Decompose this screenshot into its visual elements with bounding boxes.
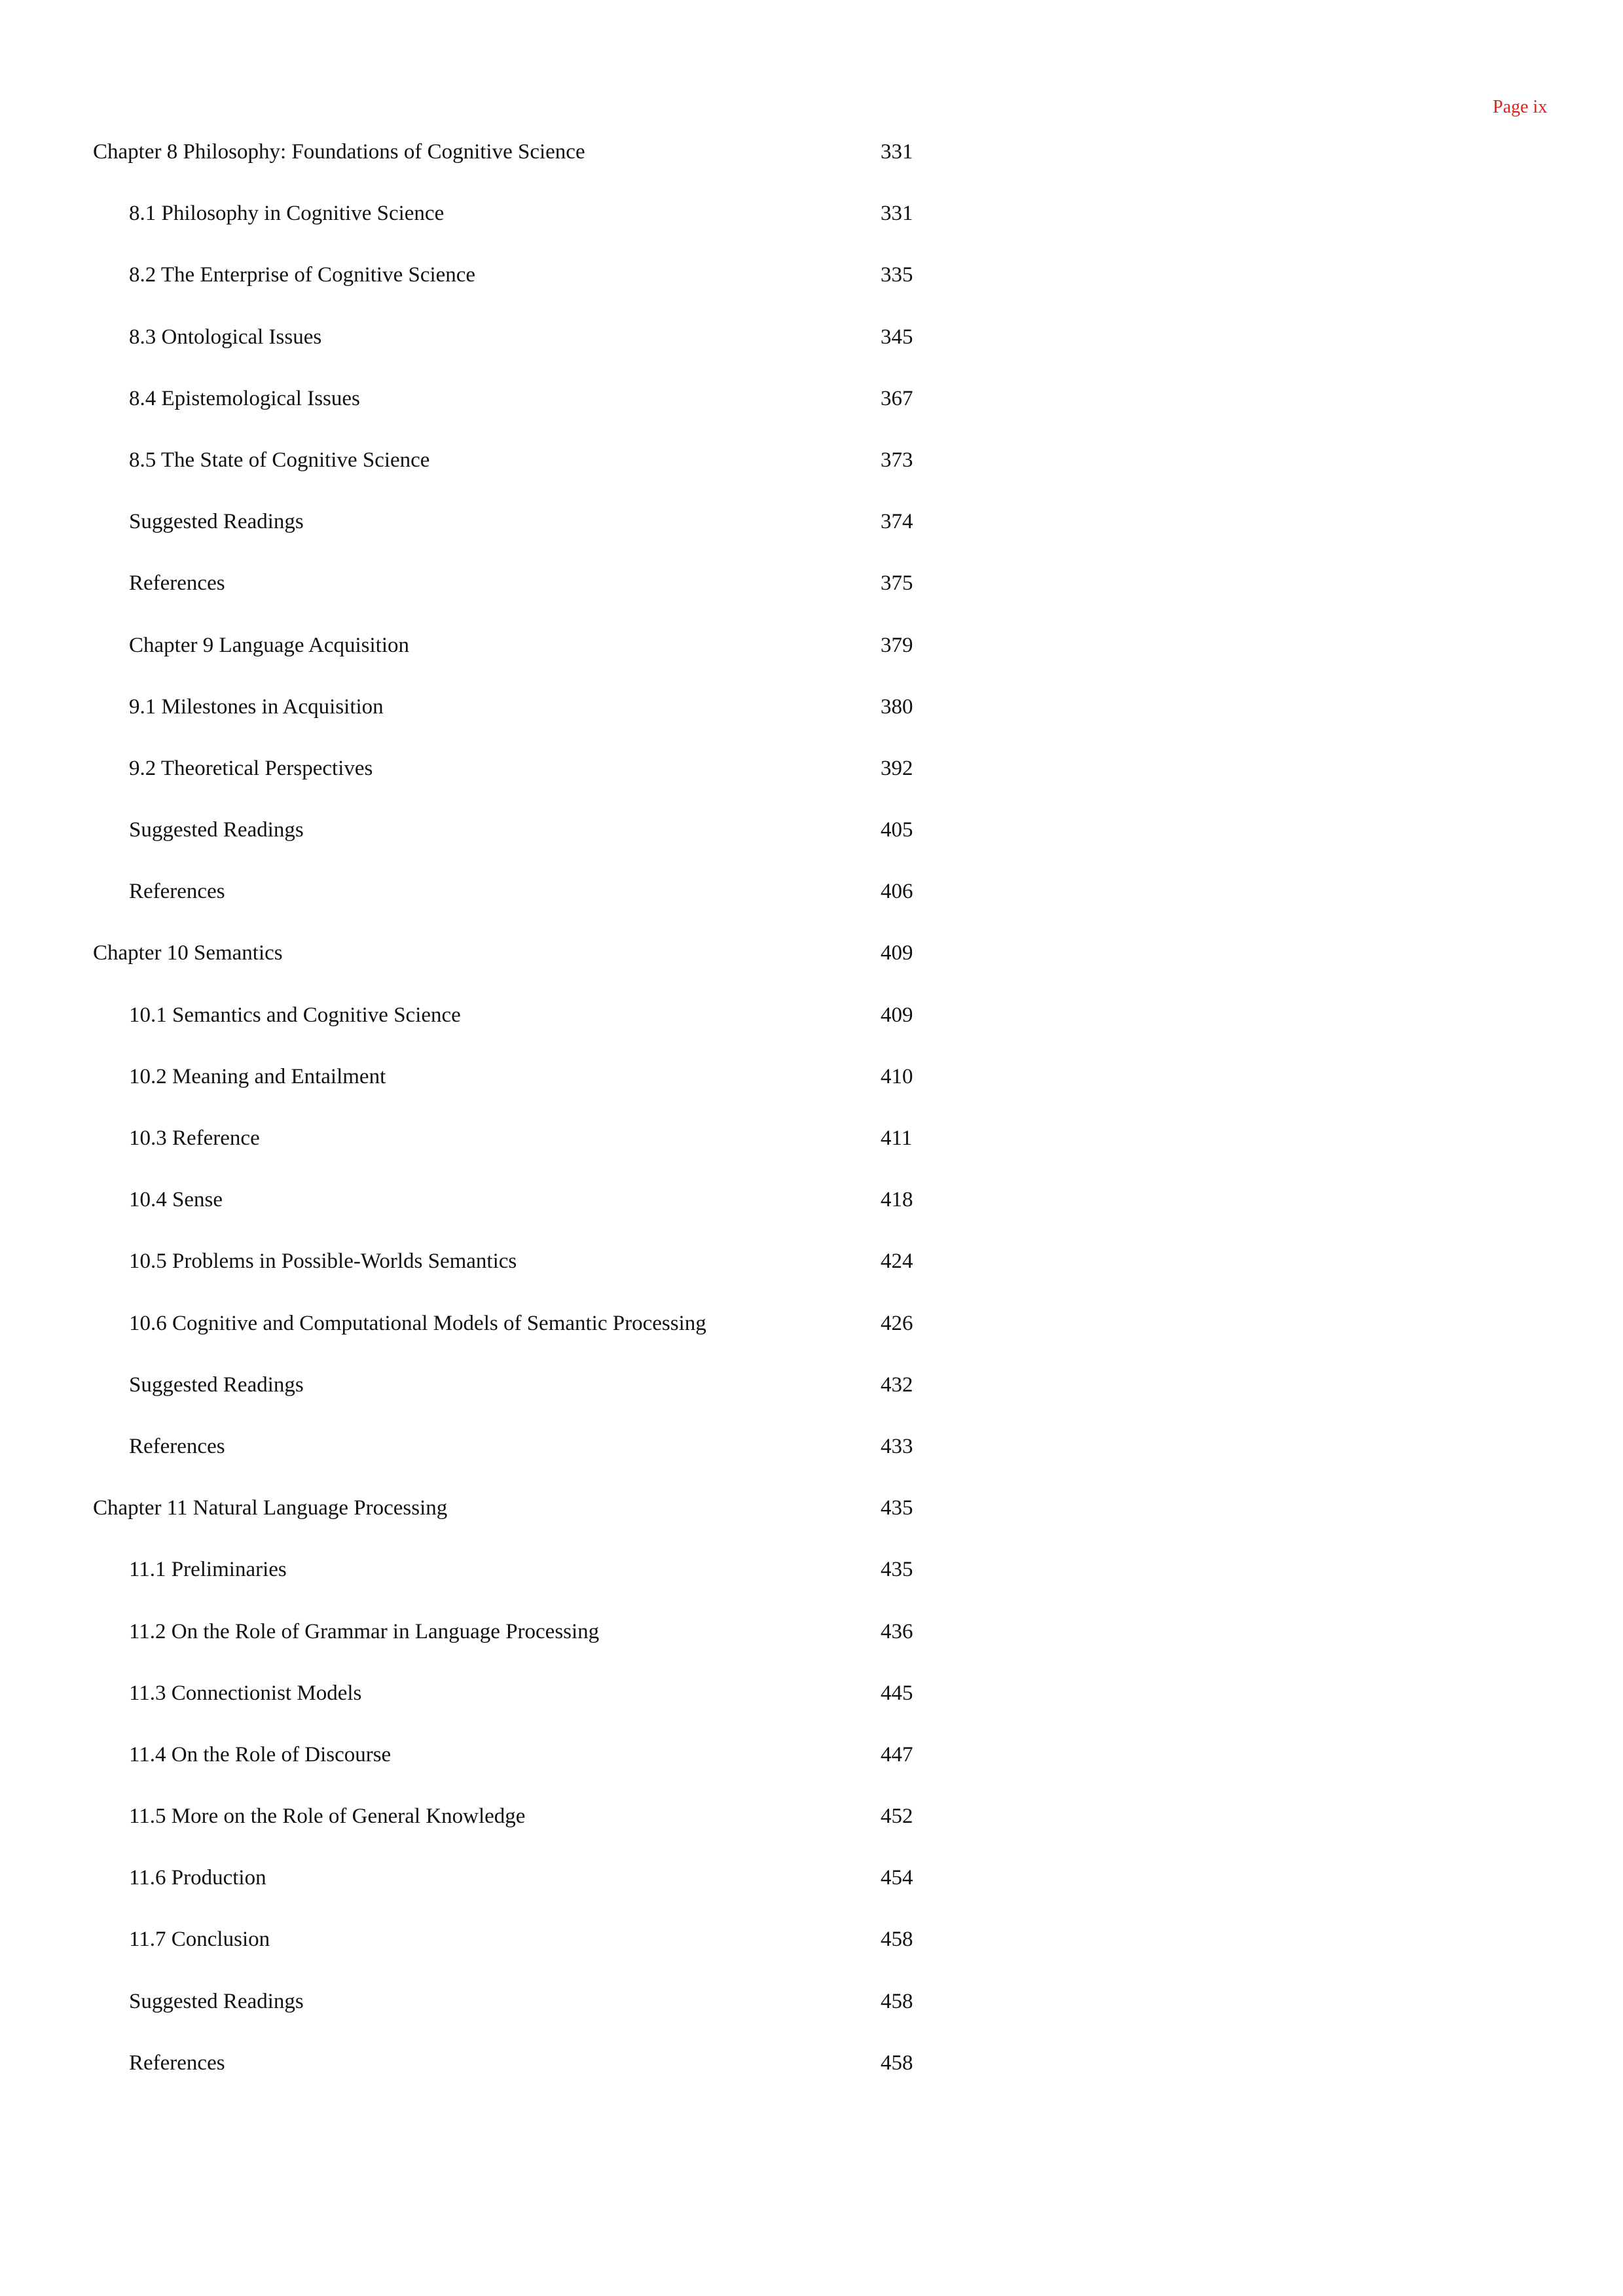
toc-entry [0,1064,1623,1125]
toc-entry-page-number: 406 [881,880,913,904]
toc-entry-page-number: 335 [881,263,913,287]
toc-entry-page-number: 379 [881,633,913,657]
toc-entry-title: 10.2 Meaning and Entailment [129,1064,386,1088]
toc-entry-title: 11.1 Preliminaries [129,1558,287,1582]
toc-entry [0,570,1623,632]
toc-entry-title: References [129,571,225,596]
toc-entry [0,447,1623,509]
toc-entry-title: 11.5 More on the Role of General Knowledge [129,1804,526,1829]
toc-entry-title: 10.5 Problems in Possible-Worlds Semantics [129,1249,517,1274]
toc-entry [0,1803,1623,1865]
toc-entry [0,632,1623,694]
toc-entry-page-number: 435 [881,1558,913,1582]
toc-entry-page-number: 331 [881,140,913,164]
toc-entry [0,1002,1623,1064]
toc-entry-page-number: 392 [881,756,913,780]
toc-entry-title: References [129,1434,225,1458]
toc-entry-page-number: 345 [881,325,913,349]
toc-entry [0,139,1623,200]
toc-entry-page-number: 380 [881,694,913,719]
toc-entry-page-number: 418 [881,1188,913,1212]
toc-entry-title: 11.7 Conclusion [129,1928,270,1952]
toc-entry-title: 8.4 Epistemological Issues [129,386,360,410]
toc-entry-page-number: 375 [881,571,913,596]
toc-entry-title: 10.6 Cognitive and Computational Models of Semantic Processing [129,1311,706,1335]
toc-entry-title: Suggested Readings [129,1989,304,2013]
toc-entry [0,1742,1623,1803]
toc-entry [0,2050,1623,2111]
toc-entry [0,262,1623,323]
toc-entry [0,509,1623,570]
toc-entry-page-number: 424 [881,1249,913,1274]
toc-entry-title: 11.4 On the Role of Discourse [129,1742,392,1767]
toc-entry [0,694,1623,755]
toc-entry [0,386,1623,447]
toc-entry-page-number: 367 [881,386,913,410]
toc-entry-page-number: 447 [881,1742,913,1767]
toc-entry-title: 11.2 On the Role of Grammar in Language Processing [129,1619,600,1643]
toc-entry [0,1310,1623,1372]
toc-entry [0,755,1623,817]
toc-entry-page-number: 374 [881,510,913,534]
toc-entry-title: 10.3 Reference [129,1126,260,1150]
toc-entry-title: 8.1 Philosophy in Cognitive Science [129,202,445,226]
toc-entry-page-number: 436 [881,1619,913,1643]
toc-entry [0,1187,1623,1248]
toc-entry-page-number: 435 [881,1496,913,1520]
toc-entry [0,1433,1623,1495]
toc-entry [0,1556,1623,1618]
toc-entry-title: Chapter 11 Natural Language Processing [93,1496,448,1520]
toc-entry-title: 9.2 Theoretical Perspectives [129,756,373,780]
toc-entry-page-number: 432 [881,1372,913,1397]
toc-entry-title: 11.3 Connectionist Models [129,1681,362,1705]
toc-entry-page-number: 433 [881,1434,913,1458]
toc-entry-title: Suggested Readings [129,510,304,534]
toc-entry [0,1619,1623,1680]
toc-entry-title: Chapter 10 Semantics [93,941,283,965]
toc-entry-title: Chapter 9 Language Acquisition [129,633,409,657]
toc-entry [0,817,1623,878]
toc-entry-title: Suggested Readings [129,1372,304,1397]
toc-entry-title: Suggested Readings [129,818,304,842]
table-of-contents [0,139,1623,2111]
toc-entry-page-number: 458 [881,1928,913,1952]
toc-entry [0,200,1623,262]
toc-entry [0,1372,1623,1433]
toc-entry-title: References [129,2051,225,2075]
toc-entry-title: 9.1 Milestones in Acquisition [129,694,384,719]
toc-entry-title: 8.3 Ontological Issues [129,325,322,349]
page-label: Page ix [1493,97,1548,117]
toc-entry [0,940,1623,1001]
toc-entry-title: 8.2 The Enterprise of Cognitive Science [129,263,476,287]
toc-entry-title: 10.4 Sense [129,1188,223,1212]
toc-entry-page-number: 426 [881,1311,913,1335]
toc-entry-page-number: 458 [881,1989,913,2013]
toc-entry-page-number: 405 [881,818,913,842]
toc-entry-title: 11.6 Production [129,1866,266,1890]
toc-entry [0,1680,1623,1742]
toc-entry-page-number: 409 [881,941,913,965]
toc-entry [0,1248,1623,1310]
toc-entry-page-number: 458 [881,2051,913,2075]
toc-entry-title: References [129,880,225,904]
toc-entry [0,1125,1623,1187]
toc-entry-title: Chapter 8 Philosophy: Foundations of Cognitive Science [93,140,585,164]
toc-entry-page-number: 452 [881,1804,913,1829]
toc-entry [0,1926,1623,1988]
toc-entry [0,324,1623,386]
toc-entry-page-number: 331 [881,202,913,226]
toc-entry-page-number: 409 [881,1003,913,1027]
toc-entry-title: 8.5 The State of Cognitive Science [129,448,430,472]
toc-entry-page-number: 410 [881,1064,913,1088]
toc-entry [0,1495,1623,1556]
toc-entry-page-number: 411 [881,1126,913,1150]
toc-entry-title: 10.1 Semantics and Cognitive Science [129,1003,461,1027]
toc-entry [0,878,1623,940]
toc-entry [0,1988,1623,2050]
toc-entry-page-number: 373 [881,448,913,472]
toc-entry-page-number: 454 [881,1866,913,1890]
toc-entry [0,1865,1623,1926]
toc-entry-page-number: 445 [881,1681,913,1705]
